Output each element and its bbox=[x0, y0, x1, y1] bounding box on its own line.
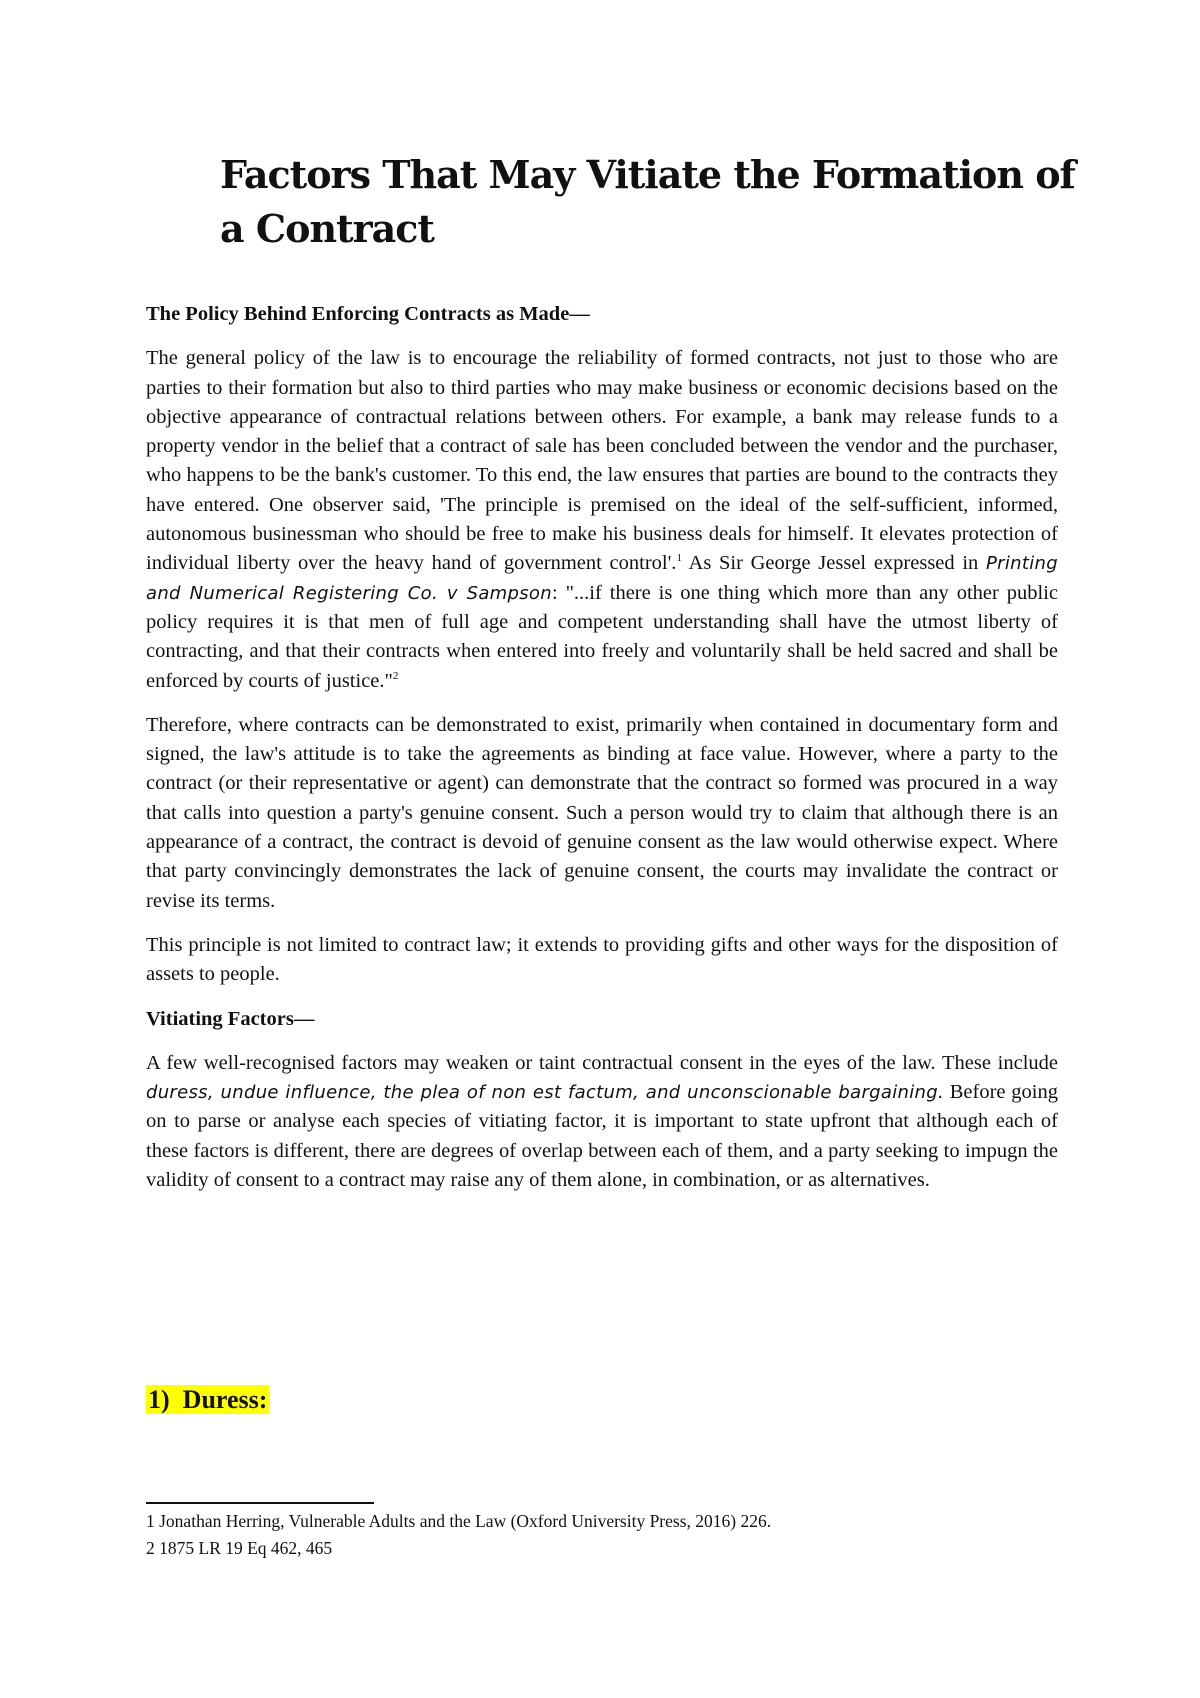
consent-paragraph: Therefore, where contracts can be demonstrated to exist, primarily when contained in documentary form and signed, the law's attitude is to take the agreements as binding at face value. However, where a party to the contract (or their representative or agent) can demonstrate that the contract so formed was procured in a way that calls into question a party's genuine consent. Such a person would try to claim that although there is an appearance of a contract, the contract is devoid of genuine consent as the law would otherwise expect. Where that party convincingly demonstrates the lack of genuine consent, the courts may invalidate the contract or revise its terms. bbox=[146, 713, 1058, 912]
duress-heading-highlight bbox=[146, 1385, 269, 1414]
vitiating-factors-heading: Vitiating Factors— bbox=[146, 1007, 315, 1030]
case-name: Printing and Numerical Registering Co. v Sampson bbox=[146, 553, 1058, 604]
footnote-2: 2 1875 LR 19 Eq 462, 465 bbox=[146, 1538, 333, 1558]
duress-heading-label: Duress: bbox=[182, 1385, 268, 1414]
vitiating-factors-paragraph bbox=[146, 1049, 1058, 1195]
duress-heading bbox=[146, 1380, 269, 1420]
policy-paragraph-text: The general policy of the law is to encourage the reliability of formed contracts, not just to those who are parties to their formation but also to third parties who may make business or economic decisions based on the objective appearance of contractual relations between others. For example, a bank may release funds to a property vendor in the belief that a contract of sale has been concluded between the vendor and the purchaser, who happens to be the bank's customer. To this end, the law ensures that parties are bound to the contracts they have entered. One observer said, 'The principle is premised on the ideal of the self-sufficient, informed, autonomous businessman who should be free to make his business deals for himself. It elevates protection of individual liberty over the heavy hand of government control'. bbox=[146, 347, 1058, 575]
document-body bbox=[146, 300, 1058, 1210]
policy-paragraph bbox=[146, 344, 1058, 696]
footnote-separator bbox=[146, 1502, 374, 1504]
vitiating-text-2: Before going on to parse or analyse each species of vitiating factor, it is important to state upfront that although each of these factors is different, there are degrees of overlap between each of them, and a party seeking to impugn the validity of consent to a contract may raise any of them alone, in combination, or as alternatives. bbox=[146, 1081, 1058, 1192]
policy-paragraph-quote: : "...if there is one thing which more than any other public policy requires it is that men of full age and competent understanding shall have the utmost liberty of contracting, and that their contracts when entered into freely and voluntarily shall be held sacred and shall be enforced by courts of justice." bbox=[146, 581, 1058, 692]
duress-heading-number: 1) bbox=[148, 1385, 170, 1414]
footnote-ref-1[interactable]: 1 bbox=[676, 552, 682, 565]
footnote-1: 1 Jonathan Herring, Vulnerable Adults and the Law (Oxford University Press, 2016) 226. bbox=[146, 1511, 772, 1531]
document-title: Factors That May Vitiate the Formation of a Contract bbox=[220, 152, 1075, 251]
vitiating-factors-list: duress, undue influence, the plea of non est factum, and unconscionable bargaining. bbox=[146, 1082, 944, 1104]
principle-paragraph: This principle is not limited to contract law; it extends to providing gifts and other ways for the disposition of assets to people. bbox=[146, 933, 1058, 986]
footnote-ref-2[interactable]: 2 bbox=[392, 669, 399, 682]
vitiating-text-1: A few well-recognised factors may weaken or taint contractual consent in the eyes of the law. These include bbox=[146, 1051, 1058, 1074]
footnotes bbox=[146, 1508, 1058, 1562]
policy-heading: The Policy Behind Enforcing Contracts as Made— bbox=[146, 303, 590, 325]
policy-paragraph-text-2: As Sir George Jessel expressed in bbox=[681, 552, 987, 575]
